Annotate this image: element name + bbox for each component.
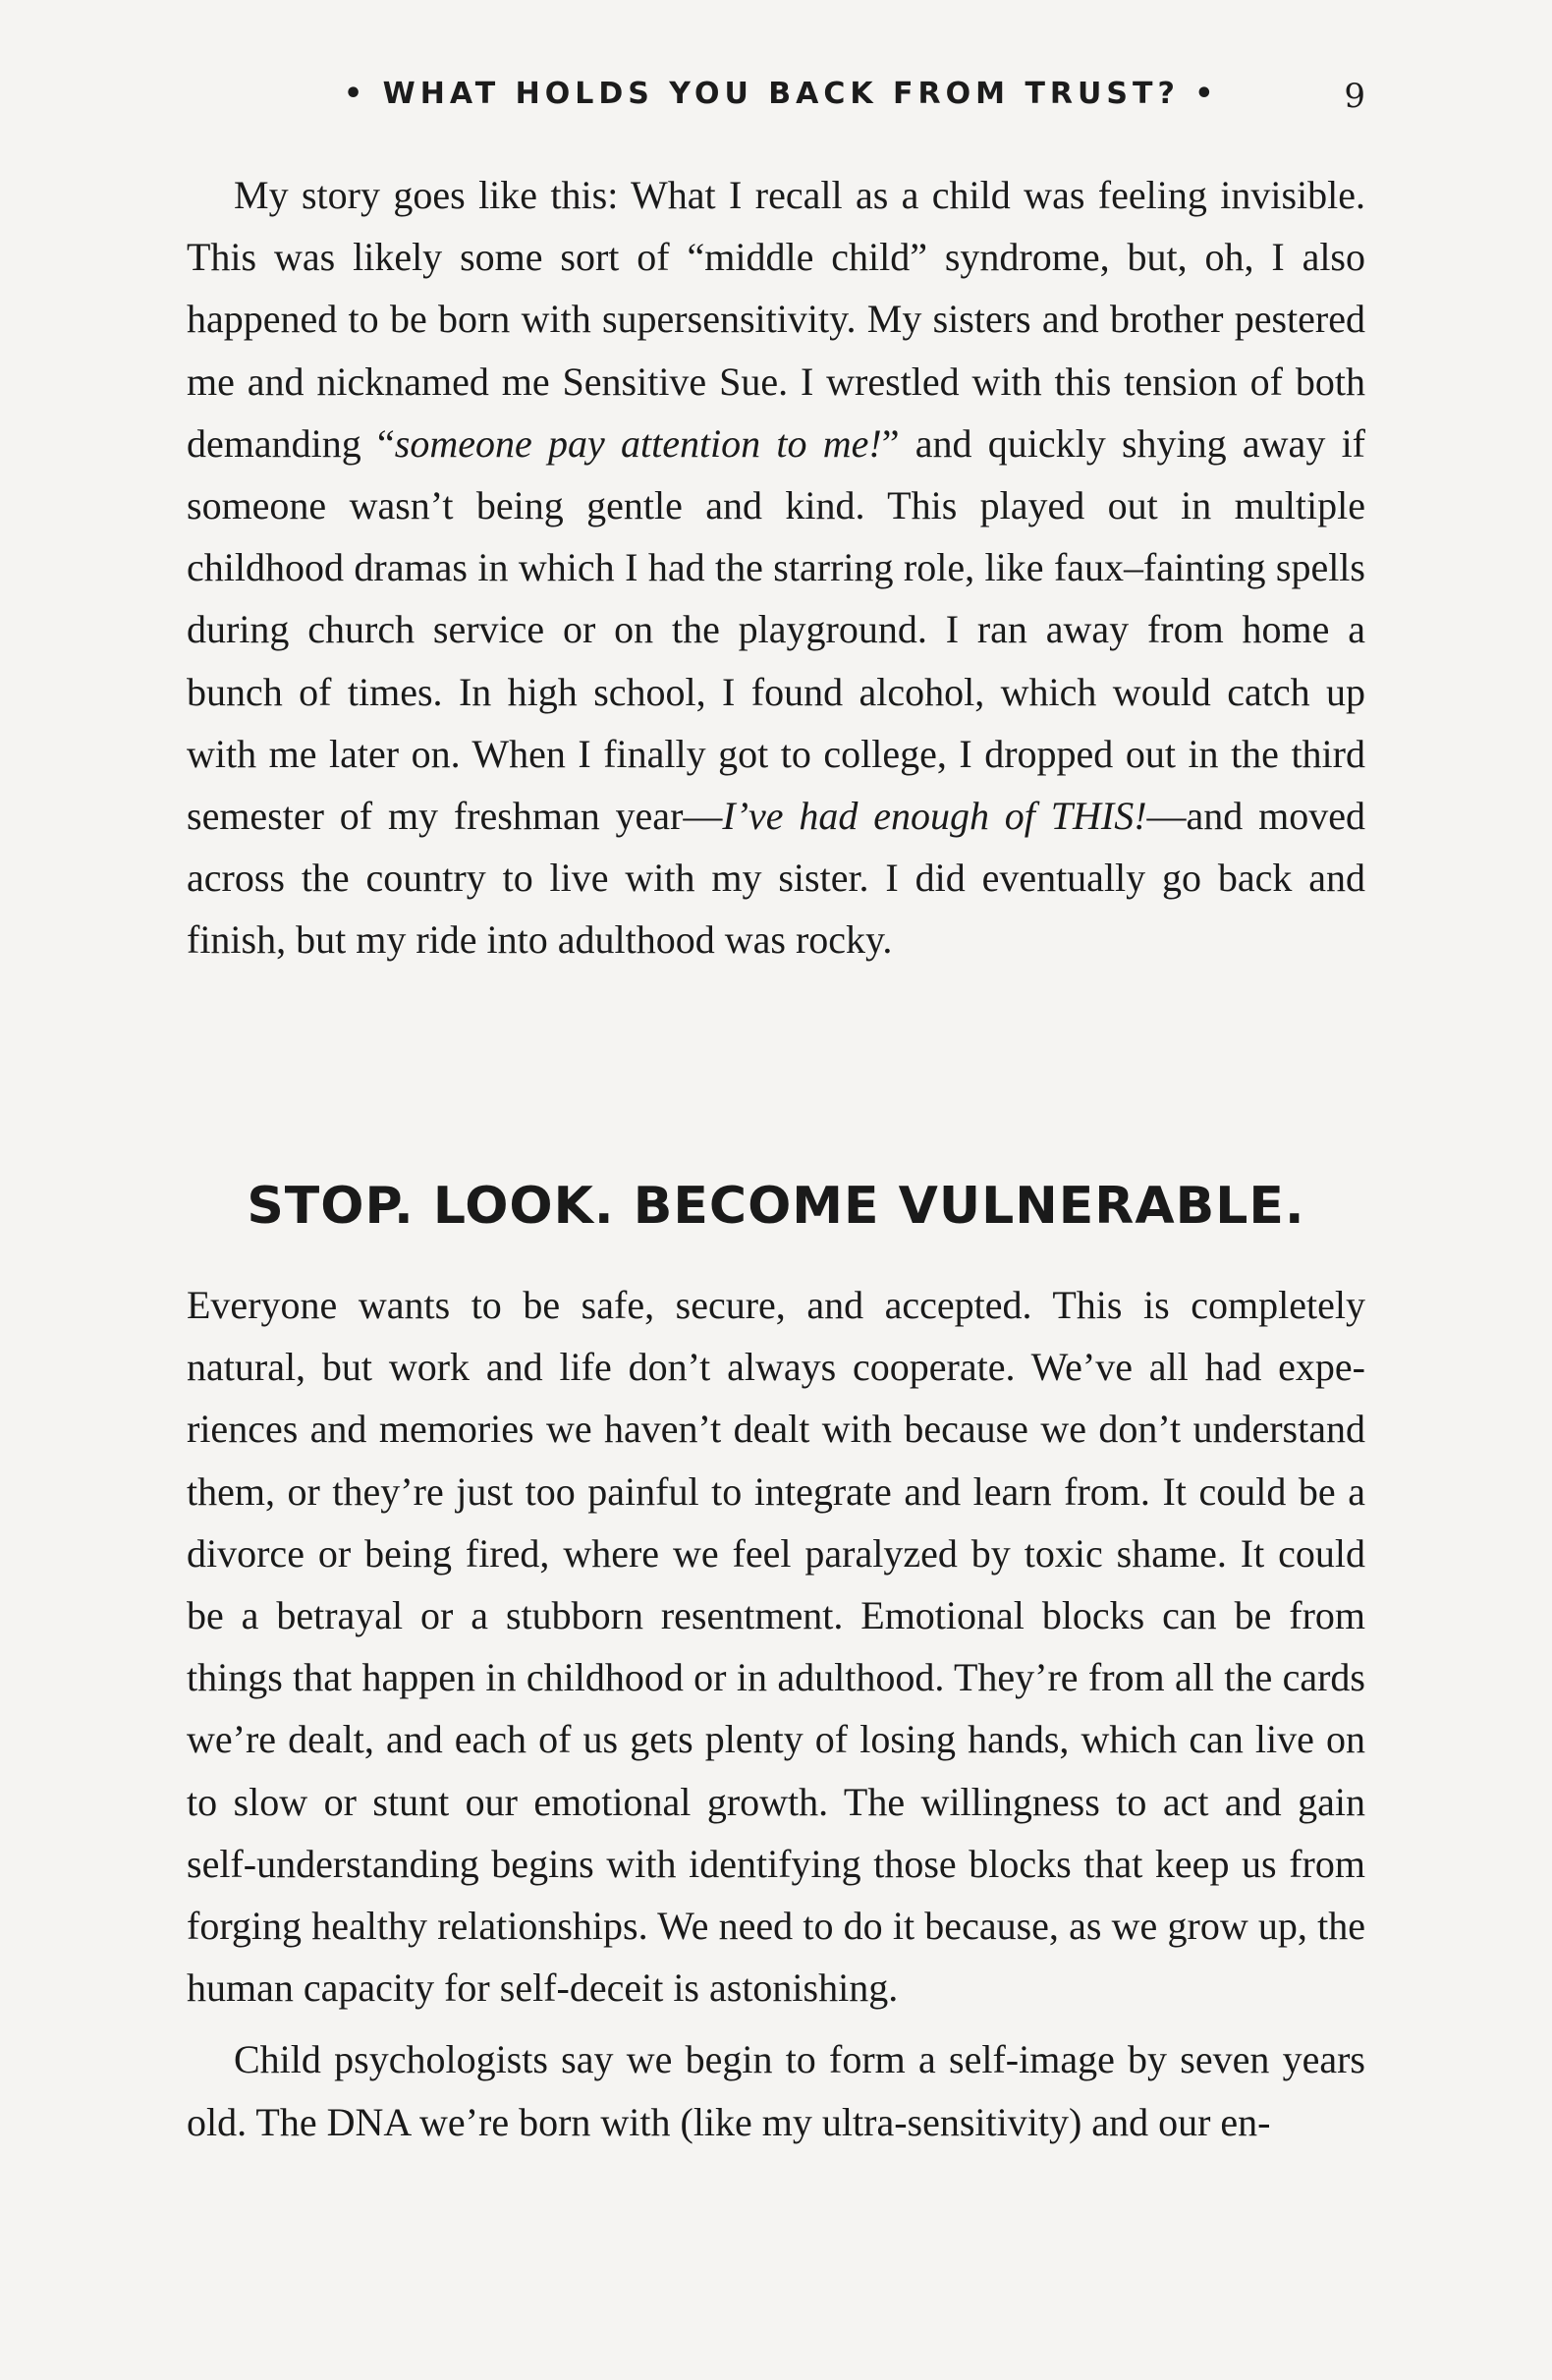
intro-italic-quote: someone pay attention to me! (394, 420, 882, 466)
section-heading: STOP. LOOK. BECOME VULNERABLE. (247, 1177, 1305, 1236)
intro-italic-exclamation: I’ve had enough of THIS! (722, 794, 1147, 839)
intro-text-part-1: My story goes like this: What I recall as a child was feeling invisible. This was likely some sort of “middle child” syndrome, but, oh, I also happened to be born with supersensitivity. My sisters and brother pestered me and nicknamed me Sensitive Sue. I wrestled with this tension of both demanding “ (187, 173, 1365, 466)
intro-paragraph (187, 164, 1365, 971)
page-number: 9 (1344, 77, 1365, 116)
intro-text-block (187, 164, 1365, 971)
section-paragraph-1: Everyone wants to be safe, secure, and accepted. This is completely natural, but work and life don’t always cooperate. We’ve all had experiences and memories we haven’t dealt with because we don’t understand them, or they’re just too painful to integrate and learn from. It could be a divorce or being fired, where we feel paralyzed by toxic shame. It could be a betrayal or a stubborn resentment. Emotional blocks can be from things that happen in childhood or in adulthood. They’re from all the cards we’re dealt, and each of us gets plenty of losing hands, which can live on to slow or stunt our emotional growth. The willingness to act and gain self-understanding begins with identifying those blocks that keep us from forging healthy relationships. We need to do it because, as we grow up, the human capacity for self-deceit is astonishing. (187, 1283, 1365, 2011)
intro-text-part-2: ” and quickly shying away if someone wasn’t being gentle and kind. This played out in multiple childhood dramas in which I had the starring role, like faux–fainting spells during church service or on the playground. I ran away from home a bunch of times. In high school, I found alcohol, which would catch up with me later on. When I finally got to college, I dropped out in the third semester of my freshman year— (187, 420, 1365, 839)
running-title: • WHAT HOLDS YOU BACK FROM TRUST? • (344, 77, 1219, 111)
section-text-block (187, 1274, 1365, 2153)
section-paragraph-2: Child psychologists say we begin to form a self-image by seven years old. The DNA we’re born with (like my ultra-sensitivity) and our en- (187, 2037, 1365, 2144)
running-header (187, 77, 1365, 116)
intro-text-part-3: —and moved across the country to live with my sister. I did eventually go back and finish, but my ride into adulthood was rocky. (187, 794, 1366, 963)
